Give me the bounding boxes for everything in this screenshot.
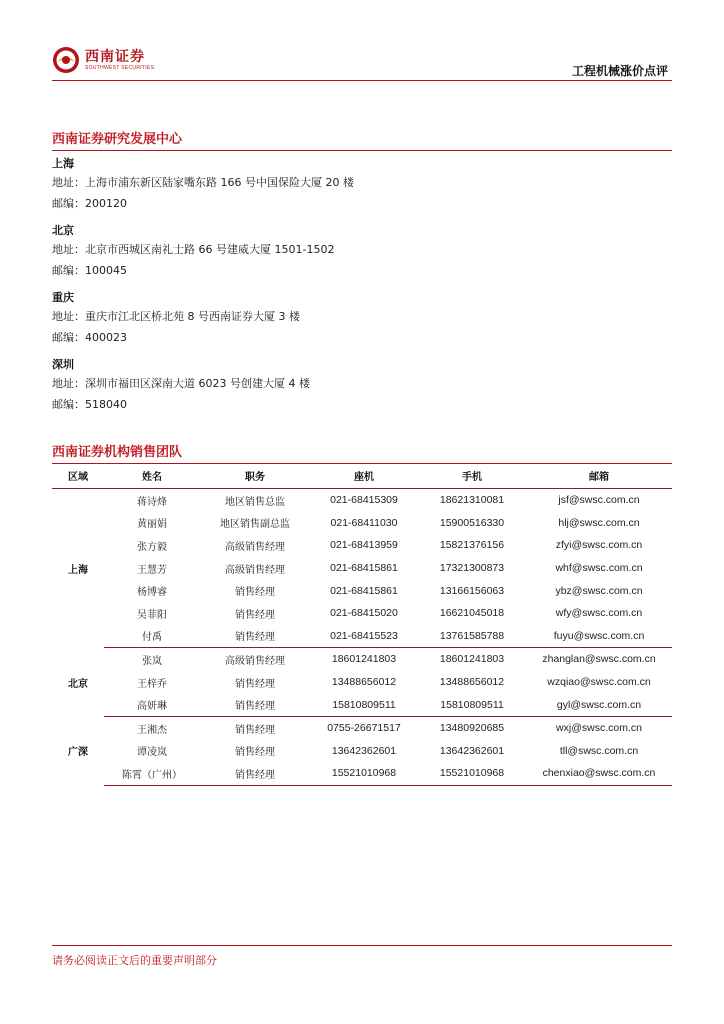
header-divider	[52, 80, 672, 81]
staff-email[interactable]: zhanglan@swsc.com.cn	[542, 653, 656, 666]
column-header-phone: 座机	[310, 462, 418, 489]
staff-name: 付禹	[104, 625, 200, 648]
column-header-name: 姓名	[104, 462, 200, 489]
table-row	[52, 557, 672, 580]
logo-emblem-icon	[52, 46, 80, 74]
staff-name: 谭凌岚	[137, 747, 167, 759]
office-postcode-beijing: 邮编：100045	[52, 264, 127, 277]
staff-phone: 021-68415861	[330, 562, 398, 575]
staff-mobile: 15821376156	[439, 539, 505, 552]
staff-phone: 15521010968	[310, 762, 418, 785]
staff-name: 王湘杰	[137, 724, 167, 736]
office-city-shanghai: 上海	[52, 157, 74, 170]
staff-name: 王梓乔	[137, 678, 167, 690]
table-row	[52, 762, 672, 785]
table-row	[52, 648, 672, 671]
office-address-beijing: 地址：北京市西城区南礼士路 66 号建威大厦 1501-1502	[52, 243, 335, 256]
staff-name: 张岚	[142, 655, 162, 667]
staff-title: 高级销售经理	[225, 564, 285, 576]
column-header-mobile: 手机	[418, 462, 526, 489]
staff-email[interactable]: wxj@swsc.com.cn	[556, 722, 642, 735]
table-row	[52, 602, 672, 625]
staff-mobile: 15521010968	[418, 762, 526, 785]
staff-title: 高级销售经理	[225, 541, 285, 553]
staff-name: 吴菲阳	[137, 609, 167, 621]
staff-mobile: 15810809511	[418, 693, 526, 716]
office-postcode-chongqing: 邮编：400023	[52, 331, 127, 344]
office-address-shanghai: 地址：上海市浦东新区陆家嘴东路 166 号中国保险大厦 20 楼	[52, 176, 354, 189]
staff-email[interactable]: tll@swsc.com.cn	[559, 744, 639, 757]
region-cell: 北京	[68, 678, 88, 690]
staff-phone: 021-68415523	[310, 625, 418, 648]
staff-title: 销售经理	[235, 609, 275, 621]
staff-title: 销售经理	[200, 625, 310, 648]
office-address-chongqing: 地址：重庆市江北区桥北苑 8 号西南证券大厦 3 楼	[52, 310, 300, 323]
staff-title: 销售经理	[235, 747, 275, 759]
staff-phone: 13488656012	[331, 676, 397, 689]
staff-email[interactable]: fuyu@swsc.com.cn	[526, 625, 672, 648]
staff-title: 地区销售总监	[225, 496, 285, 508]
column-header-region: 区域	[52, 462, 104, 489]
table-row	[52, 671, 672, 694]
table-row	[52, 534, 672, 557]
office-city-shenzhen: 深圳	[52, 358, 74, 371]
staff-mobile: 13642362601	[439, 744, 505, 757]
staff-name: 张方毅	[137, 541, 167, 553]
staff-phone: 15810809511	[310, 693, 418, 716]
sales-team-table	[52, 462, 672, 786]
logo-english-text: SOUTHWEST SECURITIES	[85, 64, 155, 71]
office-city-beijing: 北京	[52, 224, 74, 237]
staff-name: 陈霄（广州）	[104, 762, 200, 785]
office-postcode-shenzhen: 邮编：518040	[52, 398, 127, 411]
staff-name: 黄丽娟	[137, 519, 167, 531]
staff-phone: 0755-26671517	[327, 722, 401, 735]
region-cell: 广深	[68, 747, 88, 759]
staff-phone: 021-68415861	[330, 584, 398, 597]
company-logo	[52, 44, 154, 76]
staff-email[interactable]: hlj@swsc.com.cn	[558, 516, 640, 529]
sales-team-title: 西南证券机构销售团队	[52, 441, 672, 464]
column-header-email: 邮箱	[526, 462, 672, 489]
table-row	[52, 512, 672, 535]
office-postcode-shanghai: 邮编：200120	[52, 197, 127, 210]
logo-chinese-text: 西南证券	[85, 48, 145, 65]
table-row	[52, 740, 672, 763]
staff-title: 销售经理	[200, 762, 310, 785]
staff-title: 销售经理	[235, 678, 275, 690]
staff-mobile: 13488656012	[439, 676, 505, 689]
table-row	[52, 716, 672, 739]
region-cell: 上海	[68, 564, 88, 576]
staff-email[interactable]: gyl@swsc.com.cn	[526, 693, 672, 716]
staff-title: 销售经理	[200, 693, 310, 716]
column-header-title: 职务	[200, 462, 310, 489]
staff-mobile: 13166156063	[439, 584, 505, 597]
staff-name: 杨博睿	[137, 587, 167, 599]
footer-divider	[52, 945, 672, 946]
staff-mobile: 18601241803	[439, 653, 505, 666]
staff-email[interactable]: wfy@swsc.com.cn	[555, 607, 643, 620]
staff-title: 地区销售副总监	[220, 519, 290, 531]
table-row	[52, 489, 672, 512]
disclaimer-note: 请务必阅读正文后的重要声明部分	[52, 954, 217, 967]
staff-mobile: 18621310081	[439, 494, 505, 507]
staff-phone: 021-68413959	[330, 539, 398, 552]
staff-mobile: 13480920685	[439, 722, 505, 735]
office-city-chongqing: 重庆	[52, 291, 74, 304]
staff-mobile: 13761585788	[418, 625, 526, 648]
table-row	[52, 579, 672, 602]
staff-email[interactable]: chenxiao@swsc.com.cn	[526, 762, 672, 785]
table-row	[52, 693, 672, 716]
staff-mobile: 16621045018	[439, 607, 505, 620]
staff-phone: 021-68415020	[330, 607, 398, 620]
report-title: 工程机械涨价点评	[571, 64, 668, 78]
staff-name: 王慧芳	[137, 564, 167, 576]
office-address-shenzhen: 地址：深圳市福田区深南大道 6023 号创建大厦 4 楼	[52, 377, 310, 390]
staff-email[interactable]: wzqiao@swsc.com.cn	[547, 676, 651, 689]
staff-email[interactable]: whf@swsc.com.cn	[555, 562, 643, 575]
staff-title: 销售经理	[235, 724, 275, 736]
table-header-row	[52, 462, 672, 489]
staff-phone: 13642362601	[331, 744, 397, 757]
staff-mobile: 17321300873	[439, 562, 505, 575]
staff-name: 高妍琳	[104, 693, 200, 716]
page-header	[52, 38, 672, 82]
staff-title: 高级销售经理	[225, 655, 285, 667]
staff-email[interactable]: jsf@swsc.com.cn	[558, 494, 640, 507]
research-center-title: 西南证券研究发展中心	[52, 128, 672, 151]
staff-phone: 021-68411030	[330, 516, 398, 529]
table-row	[52, 625, 672, 648]
staff-email[interactable]: zfyi@swsc.com.cn	[555, 539, 643, 552]
staff-email[interactable]: ybz@swsc.com.cn	[555, 584, 643, 597]
staff-mobile: 15900516330	[439, 516, 505, 529]
staff-phone: 18601241803	[331, 653, 397, 666]
staff-title: 销售经理	[235, 587, 275, 599]
staff-phone: 021-68415309	[330, 494, 398, 507]
staff-name: 蒋诗烽	[137, 496, 167, 508]
